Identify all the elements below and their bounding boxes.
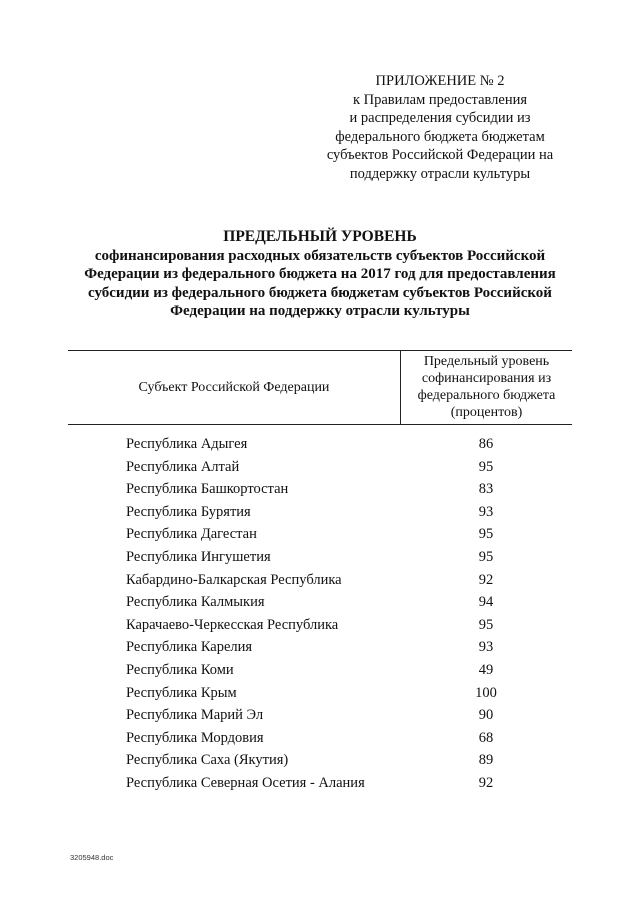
table-row xyxy=(0,685,640,708)
table-row xyxy=(0,775,640,798)
table-row xyxy=(0,504,640,527)
header-subject: Субъект Российской Федерации xyxy=(138,379,330,395)
table-row xyxy=(0,707,640,730)
level-value: 49 xyxy=(478,661,494,678)
subject-name: Республика Коми xyxy=(126,661,234,678)
table-row xyxy=(0,436,640,459)
level-value: 90 xyxy=(478,707,494,724)
table-row xyxy=(0,526,640,549)
appendix-line: и распределения субсидии из xyxy=(349,110,531,126)
header-level-line: Предельный уровень xyxy=(423,354,550,369)
header-level-line: софинансирования из xyxy=(421,371,552,386)
document-title xyxy=(60,228,580,321)
appendix-line: поддержку отрасли культуры xyxy=(349,165,531,182)
table-row xyxy=(0,730,640,753)
table-row xyxy=(0,639,640,662)
appendix-line: федерального бюджета бюджетам xyxy=(335,128,545,145)
subject-name: Республика Саха (Якутия) xyxy=(126,752,289,769)
appendix-line: субъектов Российской Федерации на xyxy=(326,147,554,163)
title-line: Федерации на поддержку отрасли культуры xyxy=(170,303,470,319)
table-row xyxy=(0,459,640,482)
subject-name: Республика Калмыкия xyxy=(126,594,265,611)
appendix-block xyxy=(310,72,570,183)
subject-name: Республика Крым xyxy=(126,684,237,701)
subject-name: Республика Адыгея xyxy=(126,436,248,452)
subject-name: Карачаево-Черкесская Республика xyxy=(126,616,339,633)
subject-name: Республика Дагестан xyxy=(126,526,257,543)
subject-name: Республика Мордовия xyxy=(126,729,264,746)
subject-name: Республика Башкортостан xyxy=(126,481,289,498)
subject-name: Кабардино-Балкарская Республика xyxy=(126,571,342,588)
level-value: 95 xyxy=(478,526,494,543)
header-level xyxy=(401,353,572,421)
level-value: 86 xyxy=(478,436,494,452)
level-value: 68 xyxy=(478,729,494,746)
footer-filename: 3205948.doc xyxy=(70,853,114,862)
table-row xyxy=(0,594,640,617)
title-line: субсидии из федерального бюджета бюджетам субъектов Российской xyxy=(88,284,552,301)
table-row xyxy=(0,617,640,640)
level-value: 92 xyxy=(478,774,494,791)
table-body xyxy=(0,436,640,798)
table-row xyxy=(0,549,640,572)
level-value: 89 xyxy=(478,752,494,769)
subject-name: Республика Ингушетия xyxy=(126,548,271,565)
subject-name: Республика Марий Эл xyxy=(126,707,264,724)
level-value: 92 xyxy=(478,571,494,588)
title-line: софинансирования расходных обязательств субъектов Российской xyxy=(94,247,546,264)
table-row xyxy=(0,752,640,775)
appendix-title: ПРИЛОЖЕНИЕ № 2 xyxy=(375,73,505,89)
level-value: 83 xyxy=(478,481,494,498)
subject-name: Республика Карелия xyxy=(126,639,253,656)
level-value: 95 xyxy=(478,458,494,475)
title-heading: ПРЕДЕЛЬНЫЙ УРОВЕНЬ xyxy=(223,228,417,245)
table-header xyxy=(68,350,572,425)
level-value: 93 xyxy=(478,503,494,520)
level-value: 93 xyxy=(478,639,494,656)
level-value: 100 xyxy=(475,684,497,701)
title-line: Федерации из федерального бюджета на 2017 год для предоставления xyxy=(84,266,556,282)
header-level-line: федерального бюджета xyxy=(417,388,556,403)
level-value: 94 xyxy=(478,594,494,611)
header-level-line: (процентов) xyxy=(450,405,523,420)
subject-name: Республика Алтай xyxy=(126,458,240,475)
table-row xyxy=(0,481,640,504)
appendix-line: к Правилам предоставления xyxy=(352,91,528,108)
level-value: 95 xyxy=(478,548,494,565)
table-row xyxy=(0,662,640,685)
subject-name: Республика Бурятия xyxy=(126,503,251,520)
table-row xyxy=(0,572,640,595)
subject-name: Республика Северная Осетия - Алания xyxy=(126,774,365,791)
level-value: 95 xyxy=(478,616,494,633)
